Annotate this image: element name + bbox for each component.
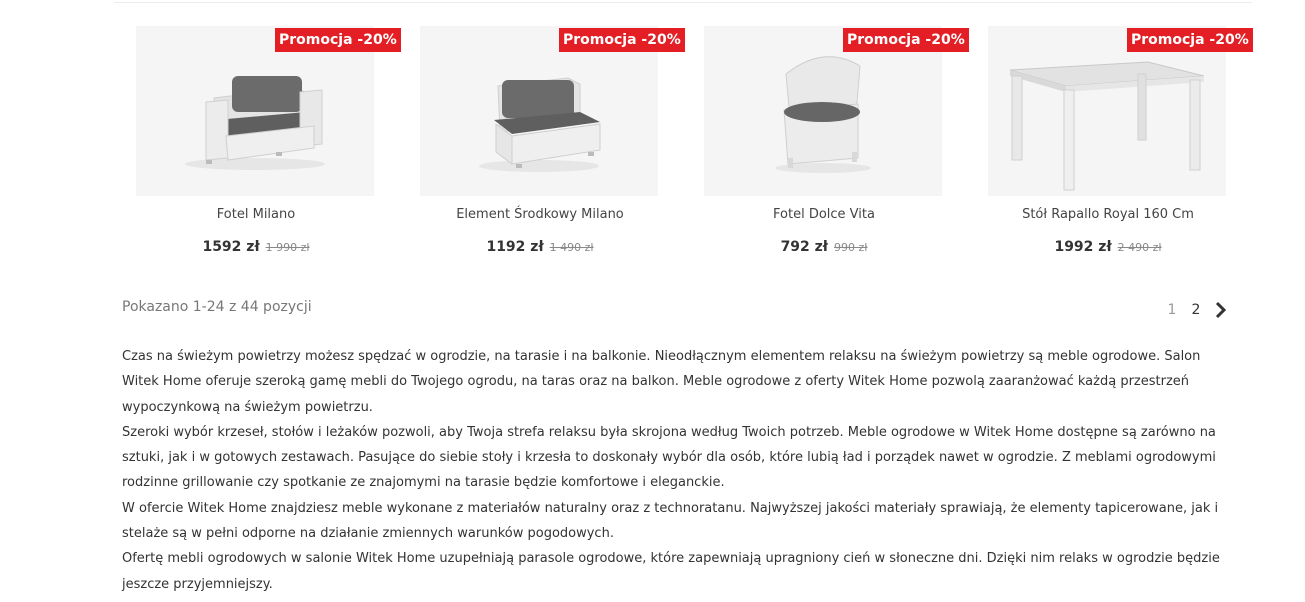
chevron-right-icon[interactable] xyxy=(1212,301,1230,319)
pagination xyxy=(1160,300,1230,320)
description-paragraph: W ofercie Witek Home znajdziesz meble wykonane z materiałów naturalny oraz z technoratanu. Najwyższej jakości materiały sprawiają, że elementy tapicerowane, jak i stelaże są w pełni odporne na działanie zmiennych warunków pogodowych. xyxy=(122,500,1219,542)
price-row xyxy=(122,236,390,255)
results-summary: Pokazano 1-24 z 44 pozycji xyxy=(122,299,312,315)
product-card[interactable] xyxy=(122,24,397,264)
promo-badge: Promocja -20% xyxy=(275,28,401,52)
description-paragraph: Szeroki wybór krzeseł, stołów i leżaków pozwoli, aby Twoja strefa relaksu była skrojona według Twoich potrzeb. Meble ogrodowe w Witek Home dostępne są zarówno na sztuki, jak i w gotowych zestawach. Pasujące do siebie stoły i krzesła to doskonały wybór dla osób, które lubią ład i porządek nawet w ogrodzie. Z meblami ogrodowymi rodzinne grillowanie czy spotkanie ze znajomymi na tarasie będzie komfortowe i eleganckie. xyxy=(122,424,1216,491)
promo-badge: Promocja -20% xyxy=(559,28,685,52)
product-price: 1192 zł xyxy=(486,239,544,255)
product-card[interactable] xyxy=(974,24,1249,264)
page-link-1[interactable]: 1 xyxy=(1167,302,1177,318)
product-grid xyxy=(122,24,1258,264)
old-price: 1 990 zł xyxy=(265,241,310,254)
product-card[interactable] xyxy=(690,24,965,264)
product-price: 1992 zł xyxy=(1054,239,1112,255)
product-name[interactable]: Fotel Dolce Vita xyxy=(773,207,875,222)
old-price: 2 490 zł xyxy=(1117,241,1162,254)
description-paragraph: Ofertę mebli ogrodowych w salonie Witek Home uzupełniają parasole ogrodowe, które zapewniają upragniony cień w słoneczne dni. Dzięki nim relaks w ogrodzie będzie jeszcze przyjemniejszy. xyxy=(122,551,1220,592)
price-row xyxy=(406,236,674,255)
old-price: 990 zł xyxy=(834,241,868,254)
old-price: 1 490 zł xyxy=(549,241,594,254)
category-description xyxy=(122,344,1237,597)
price-row xyxy=(974,236,1242,255)
product-name[interactable]: Stół Rapallo Royal 160 Cm xyxy=(1022,207,1194,222)
product-price: 1592 zł xyxy=(202,239,260,255)
promo-badge: Promocja -20% xyxy=(843,28,969,52)
promo-badge: Promocja -20% xyxy=(1127,28,1253,52)
product-price: 792 zł xyxy=(780,239,829,255)
top-divider xyxy=(114,2,1252,3)
product-name[interactable]: Element Środkowy Milano xyxy=(456,207,624,222)
page-link-2[interactable]: 2 xyxy=(1191,302,1201,318)
price-row xyxy=(690,236,958,255)
product-card[interactable] xyxy=(406,24,681,264)
description-paragraph: Czas na świeżym powietrzy możesz spędzać w ogrodzie, na tarasie i na balkonie. Nieodłącznym elementem relaksu na świeżym powietrzy są meble ogrodowe. Salon Witek Home oferuje szeroką gamę mebli do Twojego ogrodu, na taras oraz na balkon. Meble ogrodowe z oferty Witek Home pozwolą zaaranżować każdą przestrzeń wypoczynkową na świeżym powietrzu. xyxy=(122,349,1201,415)
product-name[interactable]: Fotel Milano xyxy=(216,207,296,222)
